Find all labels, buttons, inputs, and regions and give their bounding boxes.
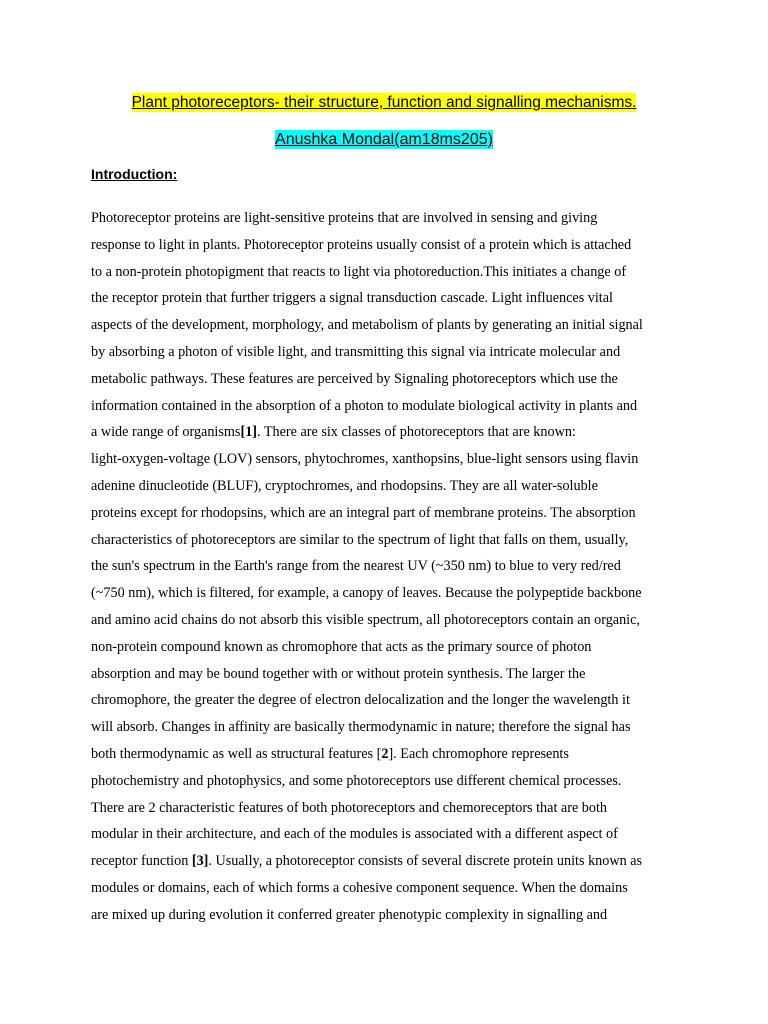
line-text: proteins except for rhodopsins, which are an integral part of membrane proteins. The absorption [91, 504, 636, 521]
paragraph-line [91, 553, 691, 580]
line-text: absorption and may be bound together with or without protein synthesis. The larger the [91, 665, 586, 682]
line-text: modules or domains, each of which forms a cohesive component sequence. When the domains [91, 879, 628, 896]
line-text: a wide range of organisms [91, 424, 241, 441]
paragraph-line [91, 741, 691, 768]
paragraph-line [91, 714, 691, 741]
paragraph-line [91, 232, 691, 259]
line-text: the sun's spectrum in the Earth's range from the nearest UV (~350 nm) to blue to very red/red [91, 558, 621, 575]
paragraph-line [91, 580, 691, 607]
document-title-line [0, 93, 768, 113]
paragraph-line [91, 393, 691, 420]
paragraph-line [91, 768, 691, 795]
paragraph-line [91, 527, 691, 554]
line-text: are mixed up during evolution it conferred greater phenotypic complexity in signalling and [91, 906, 608, 923]
line-text: There are 2 characteristic features of both photoreceptors and chemoreceptors that are both [91, 799, 608, 816]
paragraph-line [91, 285, 691, 312]
paragraph-line [91, 821, 691, 848]
paragraph-line [91, 607, 691, 634]
line-text: aspects of the development, morphology, and metabolism of plants by generating an initial signal [91, 317, 643, 334]
document-title: Plant photoreceptors- their structure, function and signalling mechanisms. [131, 94, 637, 111]
line-text: Photoreceptor proteins are light-sensitive proteins that are involved in sensing and giving [91, 210, 598, 226]
citation-marker: [3] [191, 853, 209, 870]
paragraph-line [91, 848, 691, 875]
line-text: . Usually, a photoreceptor consists of several discrete protein units known as [208, 853, 643, 870]
line-text: both thermodynamic as well as structural features [ [91, 745, 382, 762]
paragraph-line [91, 634, 691, 661]
citation-marker: 2 [381, 745, 389, 762]
section-heading-introduction: Introduction: [91, 166, 178, 182]
paragraph-line [91, 500, 691, 527]
line-text: metabolic pathways. These features are perceived by Signaling photoreceptors which use the [91, 370, 618, 387]
line-text: by absorbing a photon of visible light, and transmitting this signal via intricate molecular and [91, 343, 621, 360]
introduction-paragraph [91, 205, 691, 929]
paragraph-line [91, 339, 691, 366]
paragraph-line [91, 875, 691, 902]
document-author-line [0, 130, 768, 150]
line-text: the receptor protein that further triggers a signal transduction cascade. Light influences vital [91, 290, 613, 307]
line-text: . There are six classes of photoreceptors that are known: [257, 424, 576, 441]
line-text: to a non-protein photopigment that reacts to light via photoreduction.This initiates a change of [91, 263, 627, 280]
line-text: modular in their architecture, and each of the modules is associated with a different aspect of [91, 826, 618, 843]
line-text: chromophore, the greater the degree of electron delocalization and the longer the wavelength it [91, 692, 630, 709]
paragraph-line [91, 473, 691, 500]
paragraph-line [91, 312, 691, 339]
line-text: receptor function [91, 853, 192, 870]
line-text: information contained in the absorption of a photon to modulate biological activity in plants and [91, 397, 638, 414]
citation-marker: [1] [240, 424, 258, 441]
line-text: response to light in plants. Photoreceptor proteins usually consist of a protein which is attached [91, 236, 632, 253]
line-text: adenine dinucleotide (BLUF), cryptochromes, and rhodopsins. They are all water-soluble [91, 477, 598, 494]
line-text: (~750 nm), which is filtered, for example, a canopy of leaves. Because the polypeptide backbone [91, 585, 642, 602]
line-text: characteristics of photoreceptors are similar to the spectrum of light that falls on them, usually, [91, 531, 629, 548]
document-author: Anushka Mondal(am18ms205) [275, 131, 493, 148]
paragraph-line [91, 795, 691, 822]
line-text: and amino acid chains do not absorb this visible spectrum, all photoreceptors contain an organic, [91, 611, 640, 628]
paragraph-line [91, 446, 691, 473]
line-text: ]. Each chromophore represents [388, 745, 569, 762]
paragraph-line [91, 366, 691, 393]
line-text: photochemistry and photophysics, and some photoreceptors use different chemical processes. [91, 772, 622, 789]
paragraph-line [91, 687, 691, 714]
line-text: light-oxygen-voltage (LOV) sensors, phytochromes, xanthopsins, blue-light sensors using flavin [91, 451, 639, 468]
paragraph-line [91, 902, 691, 929]
line-text: will absorb. Changes in affinity are basically thermodynamic in nature; therefore the signal has [91, 719, 631, 736]
paragraph-line [91, 661, 691, 688]
line-text: non-protein compound known as chromophore that acts as the primary source of photon [91, 638, 592, 655]
paragraph-line [91, 419, 691, 446]
paragraph-line [91, 205, 691, 232]
paragraph-line [91, 259, 691, 286]
